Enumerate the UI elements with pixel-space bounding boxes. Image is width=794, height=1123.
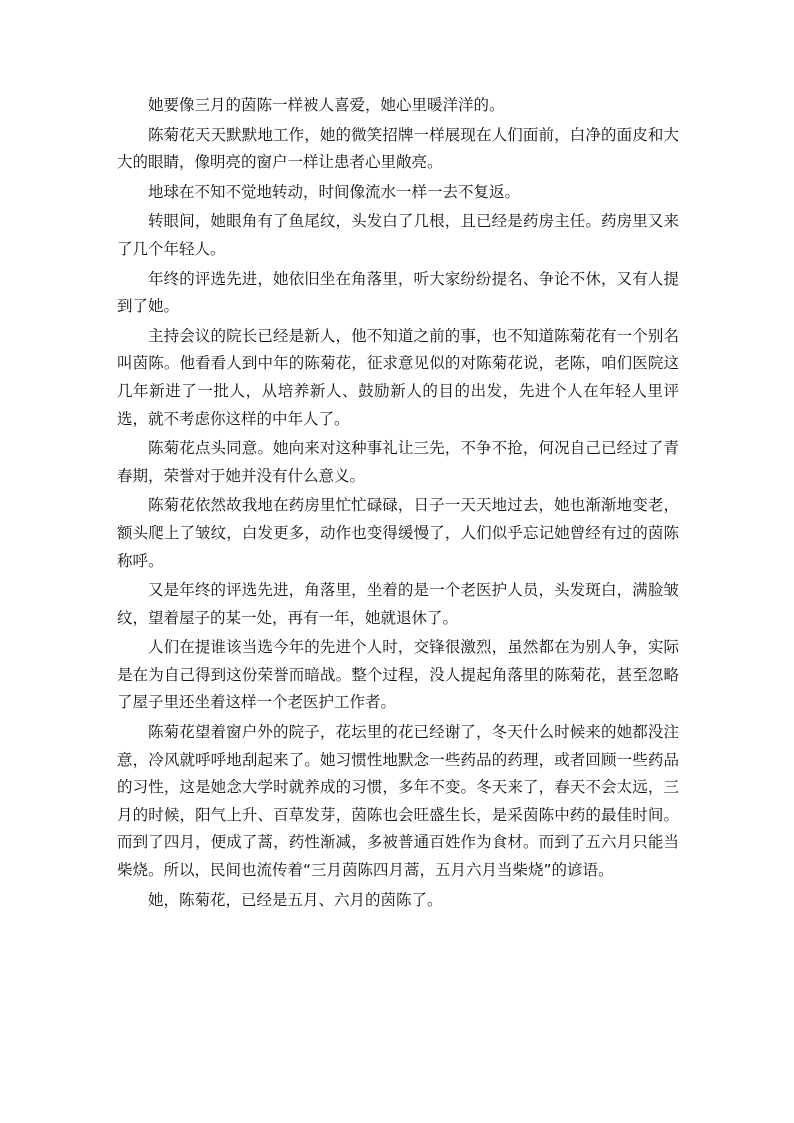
paragraph-2: 陈菊花天天默默地工作，她的微笑招牌一样展现在人们面前，白净的面皮和大大的眼睛，像明亮的窗户一样让患者心里敞亮。 [117, 125, 679, 172]
paragraph-5: 年终的评选先进，她依旧坐在角落里，听大家纷纷提名、争论不休，又有人提到了她。 [117, 269, 679, 316]
paragraph-6: 主持会议的院长已经是新人，他不知道之前的事，也不知道陈菊花有一个别名叫茵陈。他看看人到中年的陈菊花，征求意见似的对陈菊花说，老陈，咱们医院这几年新进了一批人，从培养新人、鼓励新人的目的出发，先进个人在年轻人里评选，就不考虑你这样的中年人了。 [117, 326, 679, 428]
paragraph-7: 陈菊花点头同意。她向来对这种事礼让三先，不争不抢，何况自己已经过了青春期，荣誉对于她并没有什么意义。 [117, 439, 679, 485]
paragraph-4: 转眼间，她眼角有了鱼尾纹，头发白了几根，且已经是药房主任。药房里又来了几个年轻人。 [117, 212, 679, 258]
paragraph-10: 人们在提谁该当选今年的先进个人时，交锋很激烈，虽然都在为别人争，实际是在为自己得到这份荣誉而暗战。整个过程，没人提起角落里的陈菊花，甚至忽略了屋子里还坐着这样一个老医护工作者。 [117, 638, 679, 712]
story-text [117, 92, 679, 916]
paragraph-8: 陈菊花依然故我地在药房里忙忙碌碌，日子一天天地过去，她也渐渐地变老，额头爬上了皱纹，白发更多，动作也变得缓慢了，人们似乎忘记她曾经有过的茵陈称呼。 [117, 496, 679, 570]
paragraph-9: 又是年终的评选先进，角落里，坐着的是一个老医护人员，头发斑白，满脸皱纹，望着屋子的某一处，再有一年，她就退休了。 [117, 581, 679, 627]
paragraph-1: 她要像三月的茵陈一样被人喜爱，她心里暖洋洋的。 [148, 96, 505, 114]
paragraph-11: 陈菊花望着窗户外的院子，花坛里的花已经谢了，冬天什么时候来的她都没注意，冷风就呼呼地刮起来了。她习惯性地默念一些药品的药理，或者回顾一些药品的习性，这是她念大学时就养成的习惯，多年不变。冬天来了，春天不会太远，三月的时候，阳气上升、百草发芽，茵陈也会旺盛生长，是采茵陈中药的最佳时间。而到了四月，便成了蒿，药性渐减，多被普通百姓作为食材。而到了五六月只能当柴烧。所以，民间也流传着“三月茵陈四月蒿，五月六月当柴烧”的谚语。 [117, 723, 679, 880]
paragraph-3: 地球在不知不觉地转动，时间像流水一样一去不复返。 [148, 182, 521, 201]
paragraph-12: 她，陈菊花，已经是五月、六月的茵陈了。 [148, 890, 443, 909]
